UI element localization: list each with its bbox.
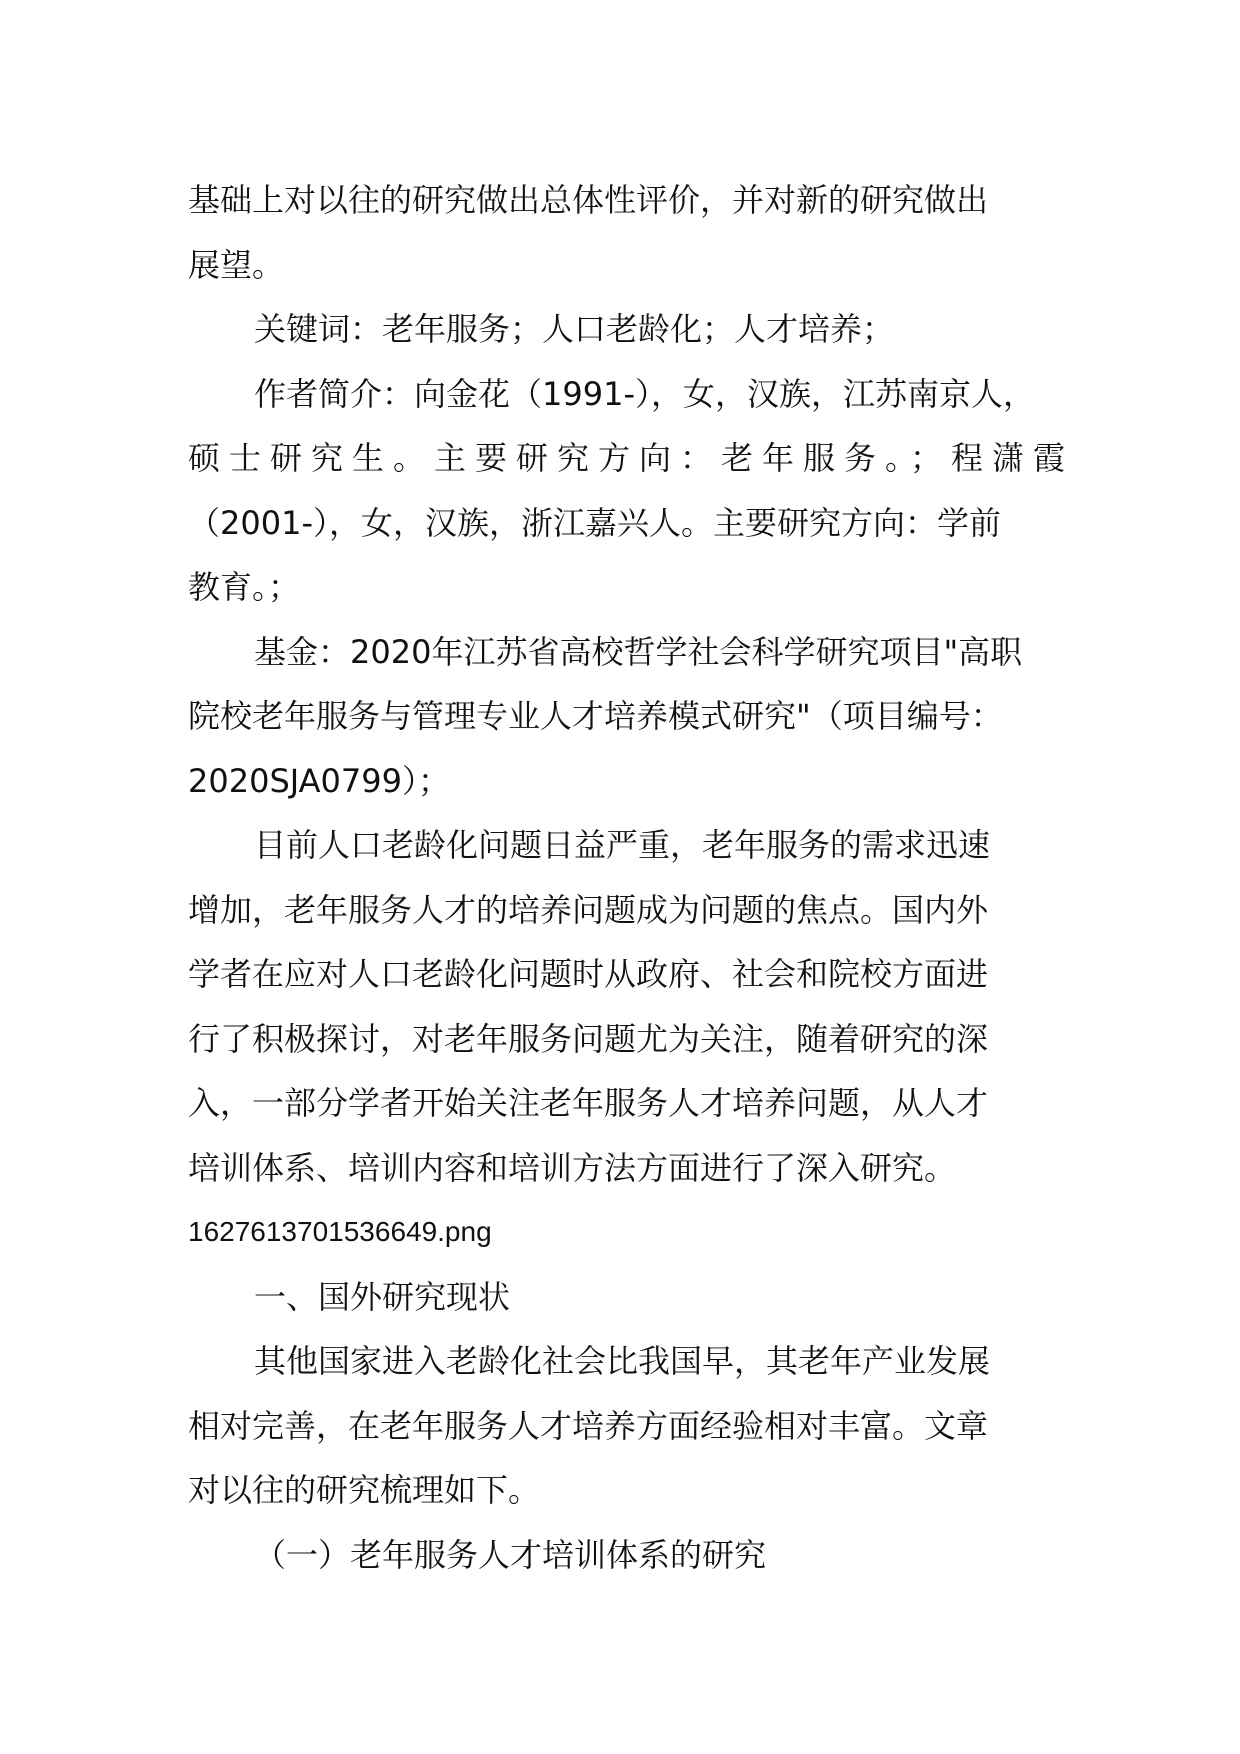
paragraph-line: 其他国家进入老龄化社会比我国早，其老年产业发展: [254, 1342, 991, 1380]
author-bio-line: 教育。；: [188, 568, 301, 606]
author-bio-line: 作者简介：向金花（1991-），女，汉族，江苏南京人，: [254, 374, 1035, 413]
paragraph-line: 目前人口老龄化问题日益严重，老年服务的需求迅速: [254, 826, 991, 864]
paragraph-line: 学者在应对人口老龄化问题时从政府、社会和院校方面进: [188, 955, 989, 993]
paragraph-line: 相对完善，在老年服务人才培养方面经验相对丰富。文章: [188, 1406, 989, 1445]
paragraph-line: 入，一部分学者开始关注老年服务人才培养问题，从人才: [188, 1084, 989, 1122]
document-body: [188, 168, 1088, 1587]
keywords-line: 关键词：老年服务；人口老龄化；人才培养；: [254, 310, 895, 348]
author-bio-line: 硕士研究生。主要研究方向：老年服务。；程潇霞: [188, 439, 1075, 477]
paragraph-line: 基础上对以往的研究做出总体性评价，并对新的研究做出: [188, 181, 989, 219]
paragraph-line: 展望。: [188, 245, 285, 284]
subsection-heading: （一）老年服务人才培训体系的研究: [254, 1535, 767, 1574]
paragraph-line: 增加，老年服务人才的培养问题成为问题的焦点。国内外: [188, 890, 989, 929]
author-bio-line: （2001-），女，汉族，浙江嘉兴人。主要研究方向：学前: [188, 503, 1001, 542]
image-filename: 1627613701536649.png: [188, 1216, 492, 1247]
paragraph-line: 培训体系、培训内容和培训方法方面进行了深入研究。: [188, 1148, 957, 1187]
fund-line: 院校老年服务与管理专业人才培养模式研究"（项目编号：: [188, 697, 1003, 735]
section-heading: 一、国外研究现状: [254, 1277, 511, 1316]
paragraph-line: 行了积极探讨，对老年服务问题尤为关注，随着研究的深: [188, 1019, 989, 1058]
fund-line: 2020SJA0799）；: [188, 761, 450, 800]
paragraph-line: 对以往的研究梳理如下。: [188, 1471, 541, 1509]
fund-line: 基金：2020年江苏省高校哲学社会科学研究项目"高职: [254, 632, 1023, 671]
